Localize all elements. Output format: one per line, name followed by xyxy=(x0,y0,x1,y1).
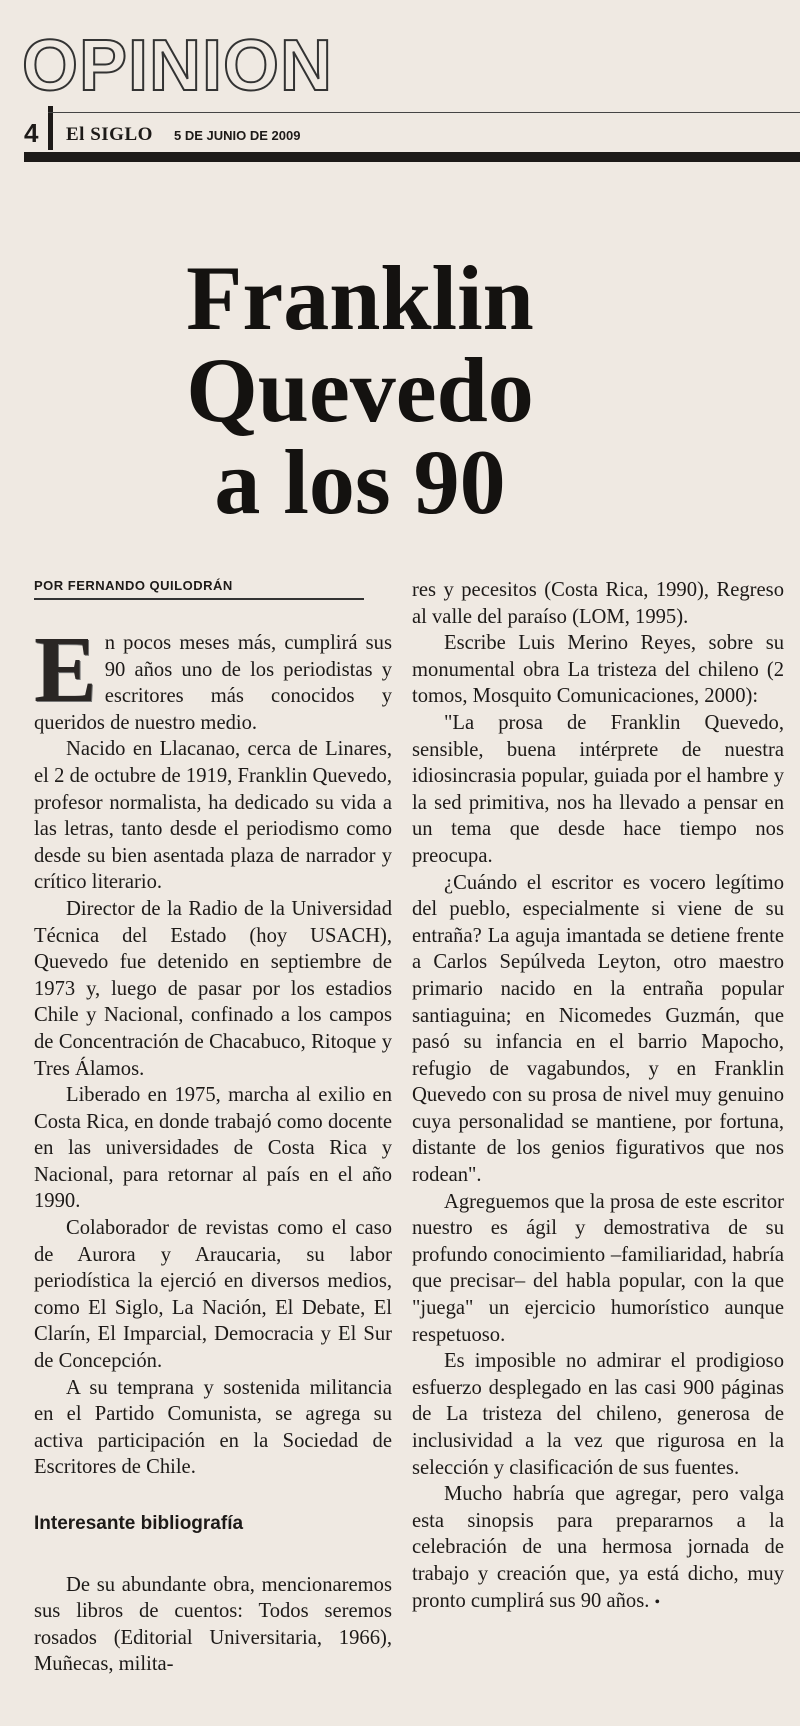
newspaper-name: El SIGLO xyxy=(66,124,153,145)
paragraph: A su temprana y sostenida militancia en el Partido Comunista, se agrega su activa participación en la Sociedad de Escritores de Chile. xyxy=(34,1376,392,1479)
drop-cap: E xyxy=(34,618,97,722)
masthead-thin-rule xyxy=(48,112,800,113)
headline-line-3: a los 90 xyxy=(214,431,506,533)
headline-line-2: Quevedo xyxy=(186,339,534,441)
article-headline xyxy=(60,247,660,533)
paragraph: Es imposible no admirar el prodigioso esfuerzo desplegado en las casi 900 páginas de La tristeza del chileno, generosa de inclusividad a la vez que rigurosa en la selección y clasificación de sus fuentes. xyxy=(412,1350,784,1479)
paragraph: Nacido en Llacanao, cerca de Linares, el 2 de octubre de 1919, Franklin Quevedo, profesor normalista, ha dedicado su vida a las letras, tanto desde el periodismo como desde su bien asentada plaza de narrador y crítico literario. xyxy=(34,738,392,894)
paragraph-text: n pocos meses más, cumplirá sus 90 años uno de los periodistas y escritores más conocidos y queridos de nuestro medio. xyxy=(34,632,392,734)
masthead-thick-rule xyxy=(24,152,800,162)
paragraph: De su abundante obra, mencionaremos sus libros de cuentos: Todos seremos rosados (Editorial Universitaria, 1966), Muñecas, milita- xyxy=(34,1573,392,1676)
paragraph-text: Mucho habría que agregar, pero valga esta sinopsis para prepararnos a la celebración de una hermosa jornada de trabajo y creación que, ya está dicho, muy pronto cumplirá sus 90 años. xyxy=(412,1483,784,1612)
paragraph: Liberado en 1975, marcha al exilio en Costa Rica, en donde trabajó como docente en las universidades de Costa Rica y Nacional, para retornar al país en el año 1990. xyxy=(34,1084,392,1213)
article-column-2 xyxy=(412,577,784,1616)
paragraph: Escribe Luis Merino Reyes, sobre su monumental obra La tristeza del chileno (2 tomos, Mosquito Comunicaciones, 2000): xyxy=(412,632,784,708)
paragraph xyxy=(34,618,392,736)
quote-paragraph: ¿Cuándo el escritor es vocero legítimo del pueblo, especialmente si viene de su entraña? La aguja imantada se detiene frente a Carlos Sepúlveda Leyton, otro maestro primario nacido en la entraña popular santiaguina; en Nicomedes Guzmán, que pasó su infancia en el barrio Mapocho, refugio de vagabundos, y en Franklin Quevedo con su prosa de nivel muy genuino cuya personalidad se mantiene, por fortuna, distante de los genios figurativos que nos rodean". xyxy=(412,871,784,1187)
byline-rule xyxy=(34,598,364,600)
page-number: 4 xyxy=(24,118,39,148)
byline: POR FERNANDO QUILODRÁN xyxy=(34,578,233,593)
paragraph xyxy=(412,1481,784,1616)
publication-date: 5 DE JUNIO DE 2009 xyxy=(174,128,301,143)
subheading: Interesante bibliografía xyxy=(34,1513,244,1534)
article-column-1 xyxy=(34,618,392,1678)
paragraph: Colaborador de revistas como el caso de Aurora y Araucaria, su labor periodística la ejerció en diversos medios, como El Siglo, La Nación, El Debate, El Clarín, El Imparcial, Democracia y El Sur de Concepción. xyxy=(34,1217,392,1373)
paragraph: res y pecesitos (Costa Rica, 1990), Regreso al valle del paraíso (LOM, 1995). xyxy=(412,579,784,628)
paragraph: Director de la Radio de la Universidad Técnica del Estado (hoy USACH), Quevedo fue detenido en septiembre de 1973 y, luego de pasar por los estadios Chile y Nacional, confinado a los campos de Concentración de Chacabuco, Ritoque y Tres Álamos. xyxy=(34,897,392,1080)
quote-paragraph: "La prosa de Franklin Quevedo, sensible, buena intérprete de nuestra idiosincrasia popular, guiada por el hambre y la sed primitiva, nos ha llevado a pensar en un tema que desde hace tiempo nos preocupa. xyxy=(412,711,784,867)
section-title: OPINION xyxy=(22,26,334,106)
headline-line-1: Franklin xyxy=(186,247,534,349)
end-mark: • xyxy=(654,1593,661,1611)
paragraph: Agreguemos que la prosa de este escritor nuestro es ágil y demostrativa de su profundo conocimiento –familiaridad, habría que precisar– del habla popular, con la que "juega" un ejercicio humorístico aunque respetuoso. xyxy=(412,1190,784,1346)
